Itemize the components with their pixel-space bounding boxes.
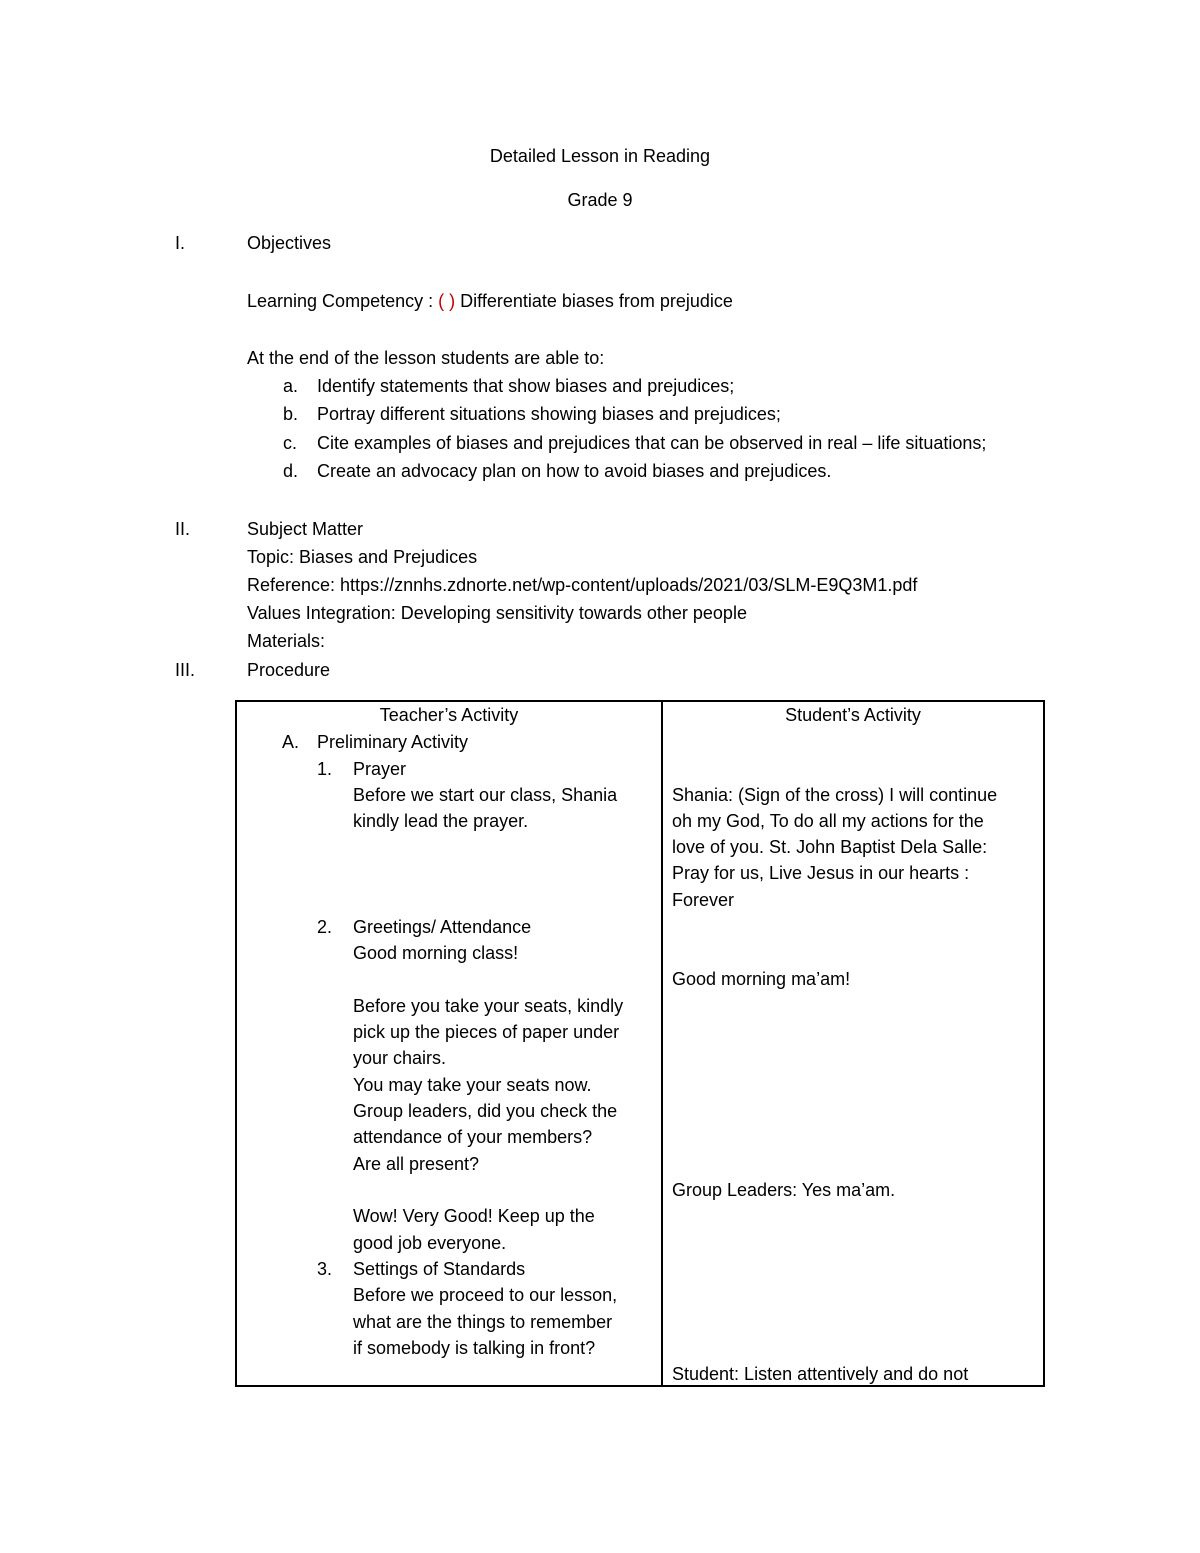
student-line: oh my God, To do all my actions for the — [672, 811, 984, 831]
step-number: 1. — [317, 759, 333, 779]
student-line: Shania: (Sign of the cross) I will continue — [672, 785, 998, 805]
teacher-line: pick up the pieces of paper under — [353, 1022, 620, 1042]
grade-level: Grade 9 — [567, 190, 633, 210]
table-column-divider — [661, 702, 663, 1385]
subject-materials: Materials: — [247, 631, 326, 651]
section-a-letter: A. — [282, 732, 300, 752]
section-numeral-subject: II. — [175, 519, 191, 539]
subject-topic: Topic: Biases and Prejudices — [247, 547, 478, 567]
student-line: Group Leaders: Yes ma’am. — [672, 1180, 896, 1200]
section-numeral-objectives: I. — [175, 233, 186, 253]
objective-letter: d. — [283, 461, 299, 481]
teacher-activity-header: Teacher’s Activity — [379, 705, 519, 725]
step-title-greetings: Greetings/ Attendance — [353, 917, 532, 937]
teacher-line: Before we proceed to our lesson, — [353, 1285, 618, 1305]
student-line: Forever — [672, 890, 735, 910]
step-number: 2. — [317, 917, 333, 937]
competency-marker: ( ) — [438, 291, 456, 311]
subject-reference: Reference: https://znnhs.zdnorte.net/wp-content/uploads/2021/03/SLM-E9Q3M1.pdf — [247, 575, 918, 595]
section-heading-subject: Subject Matter — [247, 519, 364, 539]
teacher-line: Before we start our class, Shania — [353, 785, 618, 805]
teacher-line: good job everyone. — [353, 1233, 507, 1253]
objective-letter: a. — [283, 376, 299, 396]
subject-values: Values Integration: Developing sensitivity towards other people — [247, 603, 747, 623]
teacher-line: Group leaders, did you check the — [353, 1101, 618, 1121]
section-numeral-procedure: III. — [175, 660, 196, 680]
student-line: Good morning ma’am! — [672, 969, 851, 989]
teacher-line: Before you take your seats, kindly — [353, 996, 624, 1016]
learning-competency — [247, 288, 733, 314]
section-heading-objectives: Objectives — [247, 233, 332, 253]
teacher-line: if somebody is talking in front? — [353, 1338, 596, 1358]
step-title-standards: Settings of Standards — [353, 1259, 526, 1279]
section-heading-procedure: Procedure — [247, 660, 331, 680]
teacher-line: kindly lead the prayer. — [353, 811, 529, 831]
competency-text: Differentiate biases from prejudice — [460, 291, 733, 311]
teacher-line: Are all present? — [353, 1154, 480, 1174]
objective-item: Identify statements that show biases and prejudices; — [317, 376, 735, 396]
teacher-line: You may take your seats now. — [353, 1075, 592, 1095]
student-line: Pray for us, Live Jesus in our hearts : — [672, 863, 970, 883]
competency-label: Learning Competency : — [247, 291, 434, 311]
teacher-line: your chairs. — [353, 1048, 447, 1068]
objective-letter: b. — [283, 404, 299, 424]
objectives-intro: At the end of the lesson students are able to: — [247, 348, 605, 368]
step-title-prayer: Prayer — [353, 759, 407, 779]
document-title: Detailed Lesson in Reading — [489, 146, 711, 166]
teacher-line: Good morning class! — [353, 943, 519, 963]
teacher-line: what are the things to remember — [353, 1312, 613, 1332]
step-number: 3. — [317, 1259, 333, 1279]
objective-item: Create an advocacy plan on how to avoid biases and prejudices. — [317, 461, 832, 481]
section-a-title: Preliminary Activity — [317, 732, 469, 752]
objective-item: Portray different situations showing biases and prejudices; — [317, 404, 781, 424]
teacher-line: Wow! Very Good! Keep up the — [353, 1206, 595, 1226]
objective-item: Cite examples of biases and prejudices that can be observed in real – life situations; — [317, 433, 987, 453]
student-activity-header: Student’s Activity — [785, 705, 921, 725]
student-line: Student: Listen attentively and do not — [672, 1364, 969, 1384]
teacher-line: attendance of your members? — [353, 1127, 593, 1147]
student-line: love of you. St. John Baptist Dela Salle: — [672, 837, 988, 857]
objective-letter: c. — [283, 433, 298, 453]
